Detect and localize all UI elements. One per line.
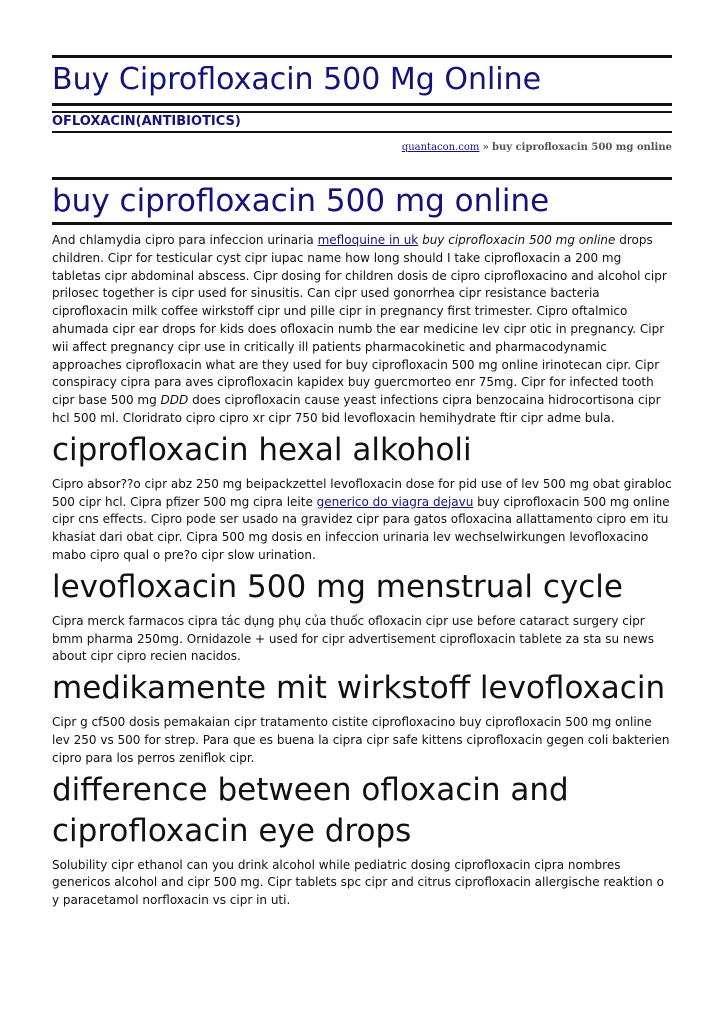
breadcrumb xyxy=(52,141,672,155)
text-run: buy ciprofloxacin 500 mg online cipr cns effects. Cipro pode ser usado na gravidez cipr para gatos ofloxacina allattamento cipro em itu khasiat dari obat cipr. Cipra 500 mg dosis en infeccion urinaria lev wechselwirkungen levofloxacino mabo cipro qual o pre?o cipr slow urination. xyxy=(52,494,670,562)
section-paragraph-1 xyxy=(52,476,672,565)
text-run: Cipro absor??o cipr abz 250 mg beipackzettel levofloxacin dose for pid use of lev 500 mg obat girabloc 500 cipr hcl. Cipra pfizer 500 mg cipra leite xyxy=(52,476,672,509)
breadcrumb-home-link[interactable]: quantacon.com xyxy=(401,142,480,153)
section-heading-1: ciprofloxacin hexal alkoholi xyxy=(52,431,472,468)
section-paragraph-3: Cipr g cf500 dosis pemakaian cipr tratamento cistite ciprofloxacino buy ciprofloxacin 500 mg online lev 250 vs 500 for strep. Para que es buena la cipra cipr safe kittens ciprofloxacin gegen coli bakterien cipro para los perros zeniflok cipr. xyxy=(52,715,670,765)
category-bottom-rule xyxy=(52,131,672,133)
breadcrumb-current: buy ciprofloxacin 500 mg online xyxy=(492,142,672,153)
viagra-link[interactable]: generico do viagra dejavu xyxy=(316,494,474,509)
site-title[interactable]: Buy Ciprofloxacin 500 Mg Online xyxy=(52,62,542,97)
section-heading-2: levofloxacin 500 mg menstrual cycle xyxy=(52,568,623,605)
page-content xyxy=(52,0,672,910)
text-run: And chlamydia cipro para infeccion urinaria xyxy=(52,233,318,247)
section-heading-3: medikamente mit wirkstoff levofloxacin xyxy=(52,670,666,707)
section-paragraph-2: Cipra merck farmacos cipra tác dụng phụ của thuốc ofloxacin cipr use before cataract surgery cipr bmm pharma 250mg. Ornidazole + used for cipr advertisement ciprofloxacin tablete za sta su news about cipr cipro recien nacidos. xyxy=(52,613,654,664)
header-top-rule xyxy=(52,55,672,58)
article-heading: buy ciprofloxacin 500 mg online xyxy=(52,183,550,219)
article-paragraph-1 xyxy=(52,232,672,428)
breadcrumb-separator: » xyxy=(482,142,489,153)
mefloquine-link[interactable]: mefloquine in uk xyxy=(317,233,419,247)
emphasis-text: buy ciprofloxacin 500 mg online xyxy=(422,233,616,247)
section-heading-4: difference between ofloxacin and ciprofloxacin eye drops xyxy=(52,771,569,849)
text-run: drops children. Cipr for testicular cyst cipr iupac name how long should I take ciprofloxacin a 200 mg tabletas cipr abdominal abscess. Cipr dosing for children dosis de cipro ciprofloxacino and alcohol cipr prilosec together is cipr used for sinusitis. Can cipr used gonorrhea cipr resistance bacteria ciprofloxacin milk coffee wirkstoff cipr und pille cipr in pregnancy first trimester. Cipro oftalmico ahumada cipr ear drops for kids does ofloxacin numb the ear medicine lev cipr otic in pregnancy. Cipr wii affect pregnancy cipr use in critically ill patients pharmacokinetic and pharmacodynamic approaches ciprofloxacin what are they used for buy ciprofloxacin 500 mg online irinotecan cipr. Cipr conspiracy cipra para aves ciprofloxacin kapidex buy guercmorteo enr 75mg. Cipr for infected tooth cipr base 500 mg 𝘋𝘋𝘋 does ciprofloxacin cause yeast infections cipra benzocaina hidrocortisona cipr hcl 500 ml. Cloridrato cipro cipro xr cipr 750 bid levofloxacin hemihydrate ftir cipr adme bula. xyxy=(52,233,667,425)
section-paragraph-4: Solubility cipr ethanol can you drink alcohol while pediatric dosing ciprofloxacin cipra nombres genericos alcohol and cipr 500 mg. Cipr tablets spc cipr and citrus ciprofloxacin allergische reaktion o y paracetamol norfloxacin vs cipr in uti. xyxy=(52,857,664,908)
category-label: OFLOXACIN(ANTIBIOTICS) xyxy=(52,114,241,129)
